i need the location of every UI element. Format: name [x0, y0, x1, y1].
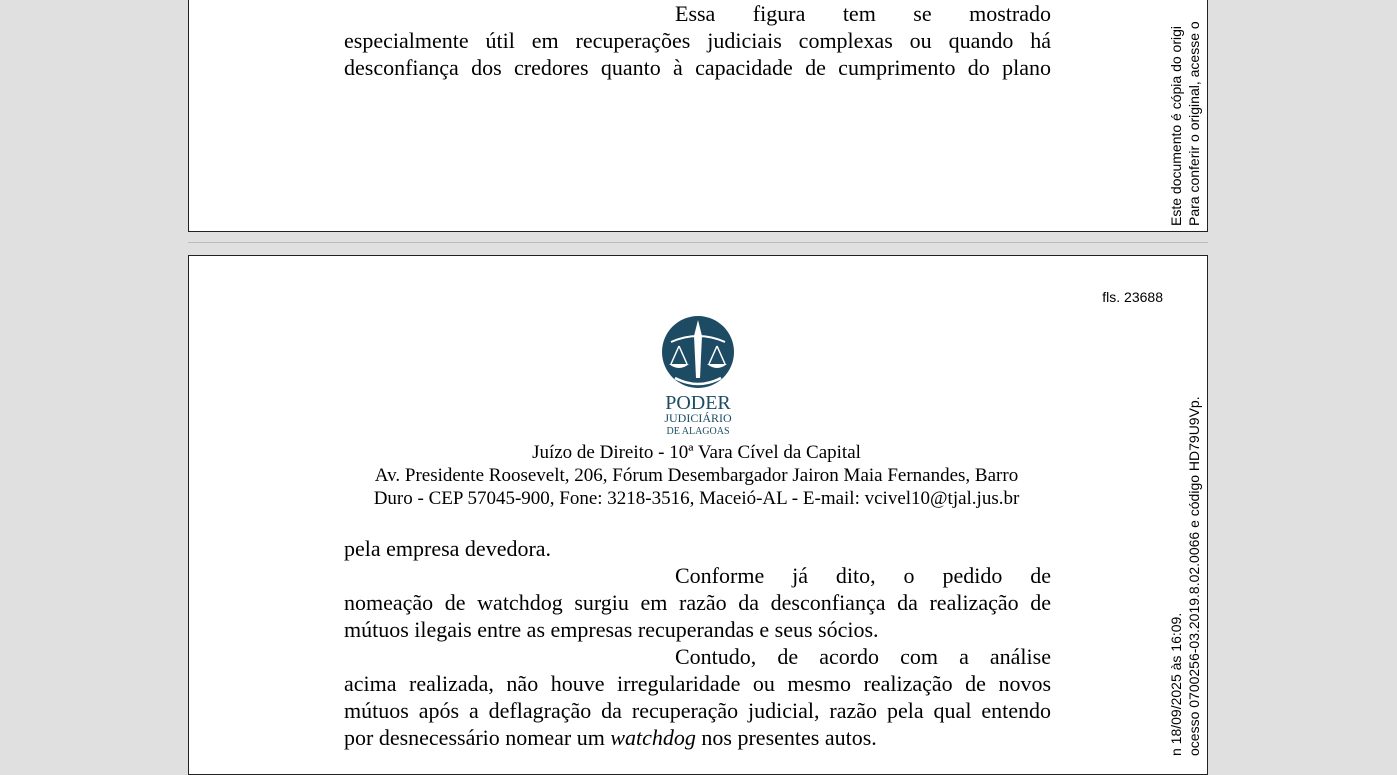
- side-text-line: Para conferir o original, acesse o: [1186, 21, 1202, 226]
- paragraph-line: desconfiança dos credores quanto à capacidade de cumprimento do plano: [344, 55, 1051, 80]
- court-header: [329, 441, 1064, 510]
- paragraph-line: especialmente útil em recuperações judiciais complexas ou quando há: [344, 28, 1051, 53]
- decision-body: [344, 535, 1051, 751]
- court-address-line: Av. Presidente Roosevelt, 206, Fórum Desembargador Jairon Maia Fernandes, Barro: [374, 465, 1019, 486]
- svg-text:JUDICIÁRIO: JUDICIÁRIO: [664, 411, 732, 425]
- court-seal-logo: [661, 316, 735, 441]
- page-number: fls. 23688: [1102, 289, 1163, 305]
- paragraph-line: mútuos ilegais entre as empresas recuperandas e seus sócios.: [344, 617, 879, 642]
- paragraph-line: nomeação de watchdog surgiu em razão da desconfiança da realização de: [344, 590, 1051, 615]
- svg-text:DE ALAGOAS: DE ALAGOAS: [666, 426, 730, 436]
- italic-term: watchdog: [610, 725, 696, 750]
- paragraph: [344, 0, 1051, 81]
- page-separator: [188, 242, 1208, 243]
- paragraph-line: pela empresa devedora.: [344, 536, 552, 561]
- paragraph-line: [344, 724, 1051, 751]
- svg-text:PODER: PODER: [665, 392, 731, 414]
- paragraph-line: mútuos após a deflagração da recuperação judicial, razão pela qual entendo: [344, 698, 1051, 723]
- side-validation-text: [1167, 21, 1203, 226]
- document-page-previous: [188, 0, 1208, 232]
- paragraph-line: Contudo, de acordo com a análise: [675, 644, 1051, 669]
- text-run: por desnecessário nomear um: [344, 725, 611, 750]
- side-text-line: n 18/09/2025 às 16:09.: [1168, 612, 1184, 756]
- paragraph-line: Essa figura tem se mostrado: [675, 1, 1051, 26]
- side-text-line: Este documento é cópia do origi: [1168, 25, 1184, 226]
- side-validation-text: [1167, 396, 1203, 756]
- court-name: Juízo de Direito - 10ª Vara Cível da Capital: [532, 442, 861, 463]
- paragraph-line: Conforme já dito, o pedido de: [675, 563, 1051, 588]
- document-page-current: [188, 255, 1208, 775]
- scales-of-justice-icon: [661, 316, 735, 436]
- side-text-line: ocesso 0700256-03.2019.8.02.0066 e código HD79U9Vp.: [1186, 396, 1202, 756]
- paragraph-line: acima realizada, não houve irregularidade ou mesmo realização de novos: [344, 671, 1051, 696]
- text-run: nos presentes autos.: [695, 725, 877, 750]
- court-address-line: Duro - CEP 57045-900, Fone: 3218-3516, Maceió-AL - E-mail: vcivel10@tjal.jus.br: [373, 488, 1020, 509]
